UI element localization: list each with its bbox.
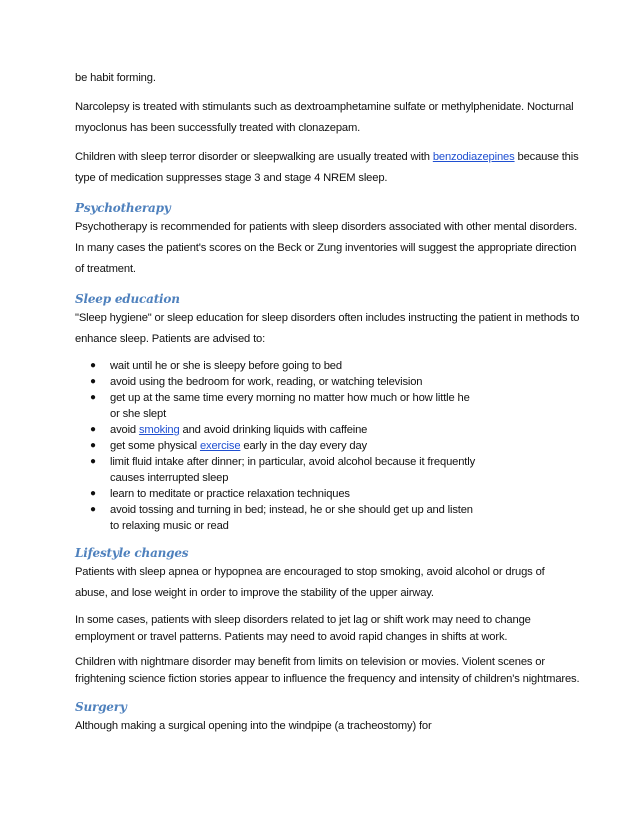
list-item-text: avoid using the bedroom for work, reading, or watching television: [110, 376, 423, 388]
list-item: [75, 486, 480, 502]
paragraph-lifestyle-apnea: Patients with sleep apnea or hypopnea are encouraged to stop smoking, avoid alcohol or drugs of abuse, and lose weight in order to improve the stability of the upper airway.: [75, 566, 545, 599]
bullet-icon: ●: [90, 456, 96, 467]
heading-surgery: Surgery: [75, 700, 127, 714]
bullet-icon: ●: [90, 360, 96, 371]
bullet-icon: ●: [90, 440, 96, 451]
paragraph-sleep-terror-text: Children with sleep terror disorder or sleepwalking are usually treated with: [75, 151, 433, 163]
list-item-text-end: and avoid drinking liquids with caffeine: [179, 424, 368, 436]
list-item-text: avoid: [110, 424, 139, 436]
bullet-icon: ●: [90, 392, 96, 403]
list-item-text-end: early in the day every day: [240, 440, 367, 452]
benzodiazepines-link[interactable]: benzodiazepines: [432, 151, 515, 163]
sleep-hygiene-list: [75, 358, 580, 534]
paragraph-psychotherapy: Psychotherapy is recommended for patients with sleep disorders associated with other mental disorders. In many cases the patient's scores on the Beck or Zung inventories will suggest the appropriate direction of treatment.: [75, 221, 578, 275]
list-item: [75, 358, 480, 374]
list-item-text: get up at the same time every morning no matter how much or how little he or she slept: [110, 392, 470, 420]
paragraph-sleep-education: "Sleep hygiene" or sleep education for sleep disorders often includes instructing the patient in methods to enhance sleep. Patients are advised to:: [75, 312, 580, 345]
bullet-icon: ●: [90, 376, 96, 387]
list-item-text: get some physical: [110, 440, 200, 452]
list-item-text: learn to meditate or practice relaxation techniques: [110, 488, 350, 500]
bullet-icon: ●: [90, 504, 96, 515]
paragraph-sleep-terror-text-end: because this type of medication suppresses stage 3 and stage 4 NREM sleep.: [75, 151, 579, 184]
bullet-icon: ●: [90, 488, 96, 499]
exercise-link[interactable]: exercise: [199, 440, 241, 452]
paragraph-lifestyle-jet-lag: In some cases, patients with sleep disorders related to jet lag or shift work may need to change employment or travel patterns. Patients may need to avoid rapid changes in shifts at work.: [75, 614, 531, 643]
list-item: [75, 438, 480, 454]
paragraph-lifestyle-nightmare: Children with nightmare disorder may benefit from limits on television or movies. Violent scenes or frightening science fiction stories appear to influence the frequency and intensity of children's nightmares.: [75, 656, 580, 685]
smoking-link[interactable]: smoking: [138, 424, 180, 436]
document-page: [75, 68, 580, 737]
paragraph-surgery: Although making a surgical opening into the windpipe (a tracheostomy) for: [75, 720, 432, 732]
heading-psychotherapy: Psychotherapy: [75, 201, 171, 215]
heading-lifestyle-changes: Lifestyle changes: [75, 546, 189, 560]
list-item-text: limit fluid intake after dinner; in particular, avoid alcohol because it frequently causes interrupted sleep: [110, 456, 476, 484]
paragraph-narcolepsy: Narcolepsy is treated with stimulants such as dextroamphetamine sulfate or methylphenidate. Nocturnal myoclonus has been successfully treated with clonazepam.: [75, 101, 574, 134]
bullet-icon: ●: [90, 424, 96, 435]
list-item: [75, 454, 480, 486]
list-item: [75, 422, 480, 438]
list-item: [75, 390, 480, 422]
paragraph-sleep-terror: [75, 147, 580, 189]
list-item: [75, 374, 480, 390]
list-item: [75, 502, 480, 534]
list-item-text: wait until he or she is sleepy before going to bed: [110, 360, 342, 372]
heading-sleep-education: Sleep education: [75, 292, 180, 306]
paragraph-habit-forming: be habit forming.: [75, 72, 156, 84]
list-item-text: avoid tossing and turning in bed; instead, he or she should get up and listen to relaxing music or read: [110, 504, 473, 532]
